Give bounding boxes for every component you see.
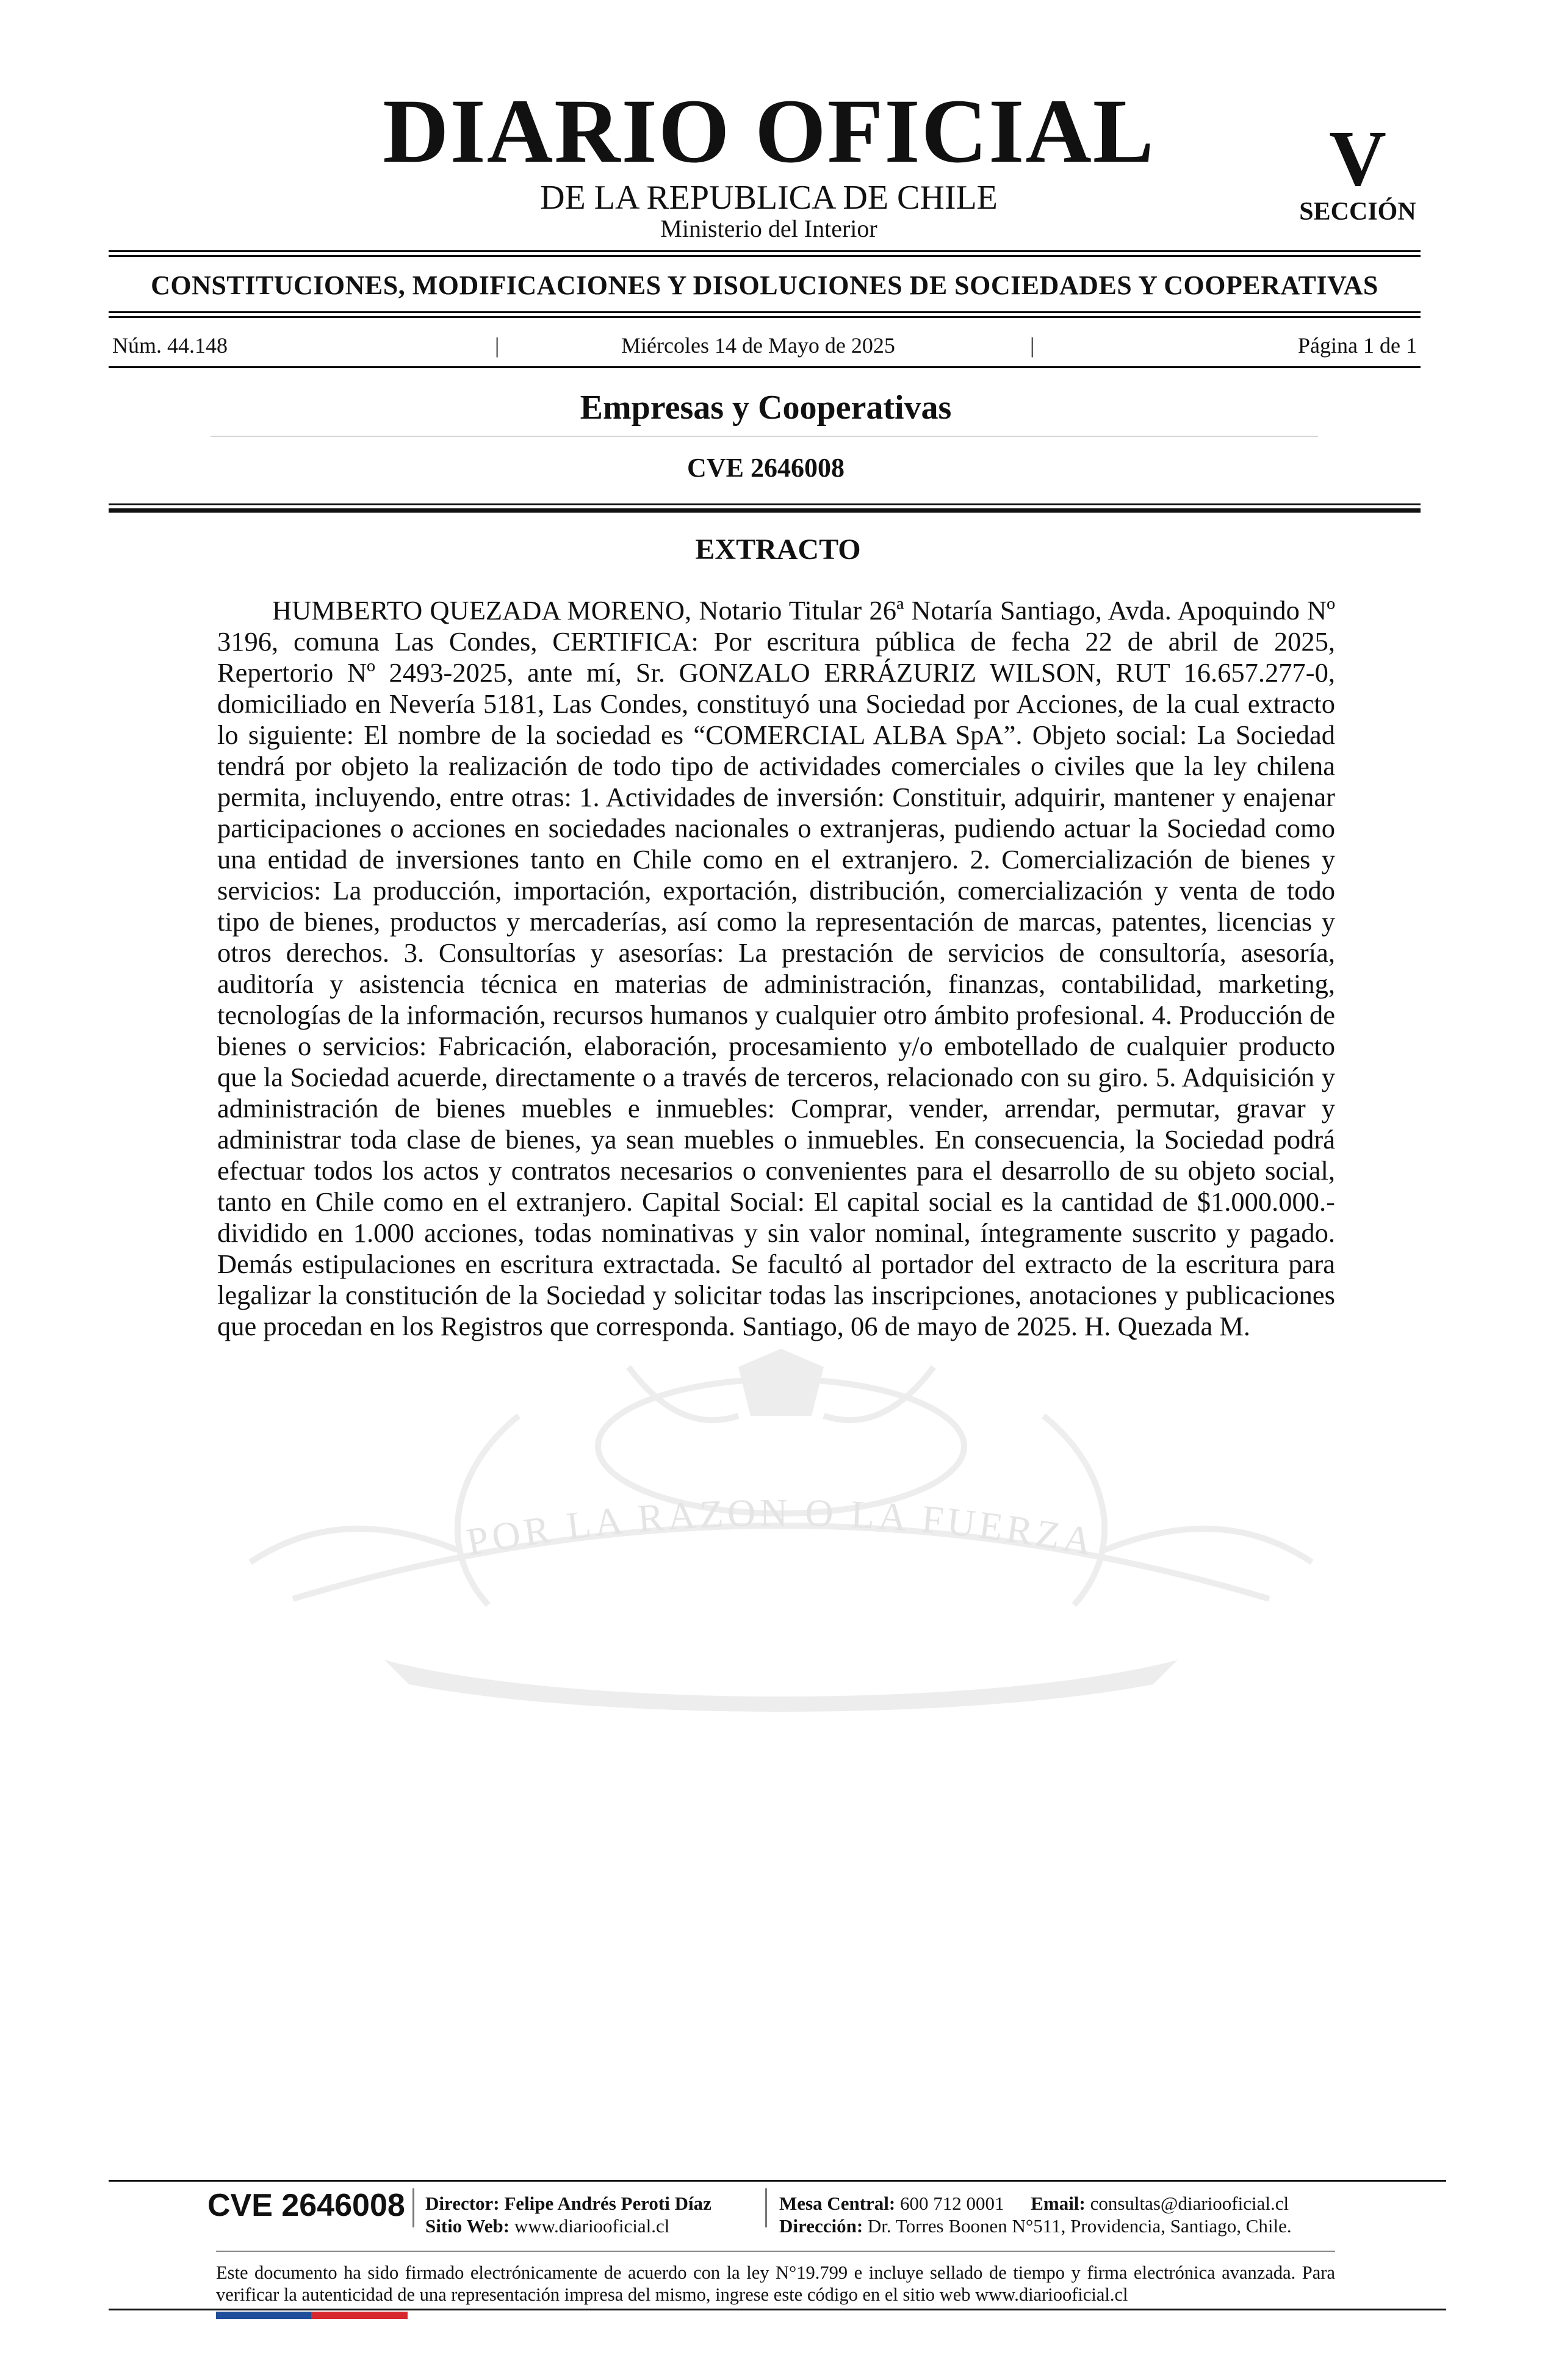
mesa-phone: 600 712 0001 bbox=[900, 2193, 1004, 2214]
issue-date: Miércoles 14 de Mayo de 2025 bbox=[621, 333, 895, 358]
footer-separator bbox=[412, 2188, 414, 2227]
svg-text:POR LA RAZON O LA FUERZA bbox=[463, 1491, 1099, 1564]
rule-cve-2 bbox=[109, 508, 1421, 513]
cve-code: CVE 2646008 bbox=[687, 453, 845, 483]
coat-of-arms-watermark bbox=[201, 1343, 1361, 1721]
flag-stripe-blue bbox=[216, 2312, 311, 2319]
extract-body: HUMBERTO QUEZADA MORENO, Notario Titular 26ª Notaría Santiago, Avda. Apoquindo Nº 3196, comuna Las Condes, CERTIFICA: Por escritura pública de fecha 22 de abril de 2025, Repertorio Nº 2493-2025, ante mí, Sr. GONZALO ERRÁZURIZ WILSON, RUT 16.657.277-0, domiciliado en Nevería 5181, Las Condes, constituyó una Sociedad por Acciones, de la cual extracto lo siguiente: El nombre de la sociedad es “COMERCIAL ALBA SpA”. Objeto social: La Sociedad tendrá por objeto la realización de todo tipo de actividades comerciales o civiles que la ley chilena permita, incluyendo, entre otras: 1. Actividades de inversión: Constituir, adquirir, mantener y enajenar participaciones o acciones en sociedades nacionales o extranjeras, pudiendo actuar la Sociedad como una entidad de inversiones tanto en Chile como en el extranjero. 2. Comercialización de bienes y servicios: La producción, importación, exportación, distribución, comercialización y venta de todo tipo de bienes, productos y mercaderías, así como la representación de marcas, patentes, licencias y otros derechos. 3. Consultorías y asesorías: La prestación de servicios de consultoría, asesoría, auditoría y asistencia técnica en materias de administración, finanzas, contabilidad, marketing, tecnologías de la información, recursos humanos y cualquier otro ámbito profesional. 4. Producción de bienes o servicios: Fabricación, elaboración, procesamiento y/o embotellado de cualquier producto que la Sociedad acuerde, directamente o a través de terceros, relacionado con su giro. 5. Adquisición y administración de bienes muebles e inmuebles: Comprar, vender, arrendar, permutar, gravar y administrar toda clase de bienes, ya sean muebles o inmuebles. En consecuencia, la Sociedad podrá efectuar todos los actos y contratos necesarios o convenientes para el desarrollo de su objeto social, tanto en Chile como en el extranjero. Capital Social: El capital social es la cantidad de $1.000.000.- dividido en 1.000 acciones, todas nominativas y sin valor nominal, íntegramente suscrito y pagado. Demás estipulaciones en escritura extractada. Se facultó al portador del extracto de la escritura para legalizar la constitución de la Sociedad y solicitar todas las inscripciones, anotaciones y publicaciones que procedan en los Registros que corresponda. Santiago, 06 de mayo de 2025. H. Quezada M. bbox=[217, 595, 1335, 1341]
watermark-motto: POR LA RAZON O LA FUERZA bbox=[463, 1490, 1099, 1564]
issue-separator: | bbox=[495, 333, 500, 358]
ministry-name: Ministerio del Interior bbox=[660, 215, 877, 242]
rule-cve-1 bbox=[109, 503, 1421, 505]
flag-stripe-red bbox=[311, 2312, 408, 2319]
rule-top-2 bbox=[109, 255, 1421, 257]
category-title: Empresas y Cooperativas bbox=[580, 389, 952, 427]
rule-top-1 bbox=[109, 250, 1421, 252]
footer-director-block bbox=[425, 2192, 711, 2237]
address-value: Dr. Torres Boonen N°511, Providencia, Santiago, Chile. bbox=[867, 2215, 1292, 2237]
section-label: SECCIÓN bbox=[1299, 198, 1416, 226]
category-divider bbox=[211, 436, 1318, 437]
footer-top-rule bbox=[109, 2180, 1446, 2182]
issue-number: Núm. 44.148 bbox=[112, 333, 228, 358]
footer-cve-code: CVE 2646008 bbox=[207, 2188, 405, 2223]
publication-subtitle: DE LA REPUBLICA DE CHILE bbox=[540, 179, 998, 217]
footer-separator bbox=[765, 2188, 767, 2227]
email-link[interactable]: consultas@diariooficial.cl bbox=[1090, 2193, 1289, 2214]
footer-bottom-rule bbox=[109, 2309, 1446, 2310]
footer-contact-block bbox=[779, 2192, 1341, 2237]
publication-title: DIARIO OFICIAL bbox=[383, 81, 1155, 182]
issue-page: Página 1 de 1 bbox=[1298, 333, 1417, 358]
footer-mid-rule bbox=[216, 2251, 1335, 2252]
site-link[interactable]: www.diariooficial.cl bbox=[514, 2215, 670, 2237]
issue-separator: | bbox=[1030, 333, 1035, 358]
director-label: Director: bbox=[425, 2193, 500, 2214]
mesa-label: Mesa Central: bbox=[779, 2193, 896, 2214]
footer-legal-notice: Este documento ha sido firmado electrónicamente de acuerdo con la ley N°19.799 e incluye sellado de tiempo y firma electrónica avanzada. Para verificar la autenticidad de una representación impresa del mismo, ingrese este código en el sitio web www.diariooficial.cl bbox=[216, 2262, 1335, 2305]
director-name: Felipe Andrés Peroti Díaz bbox=[504, 2193, 711, 2214]
document-title: EXTRACTO bbox=[695, 533, 861, 566]
address-label: Dirección: bbox=[779, 2215, 863, 2237]
rule-issue-bottom bbox=[109, 366, 1421, 368]
issue-line bbox=[109, 333, 1421, 358]
section-letter: V bbox=[1329, 115, 1386, 203]
rule-mid-1 bbox=[109, 311, 1421, 313]
site-label: Sitio Web: bbox=[425, 2215, 510, 2237]
email-label: Email: bbox=[1031, 2193, 1086, 2214]
rule-mid-2 bbox=[109, 316, 1421, 318]
section-heading: CONSTITUCIONES, MODIFICACIONES Y DISOLUCIONES DE SOCIEDADES Y COOPERATIVAS bbox=[151, 270, 1378, 300]
